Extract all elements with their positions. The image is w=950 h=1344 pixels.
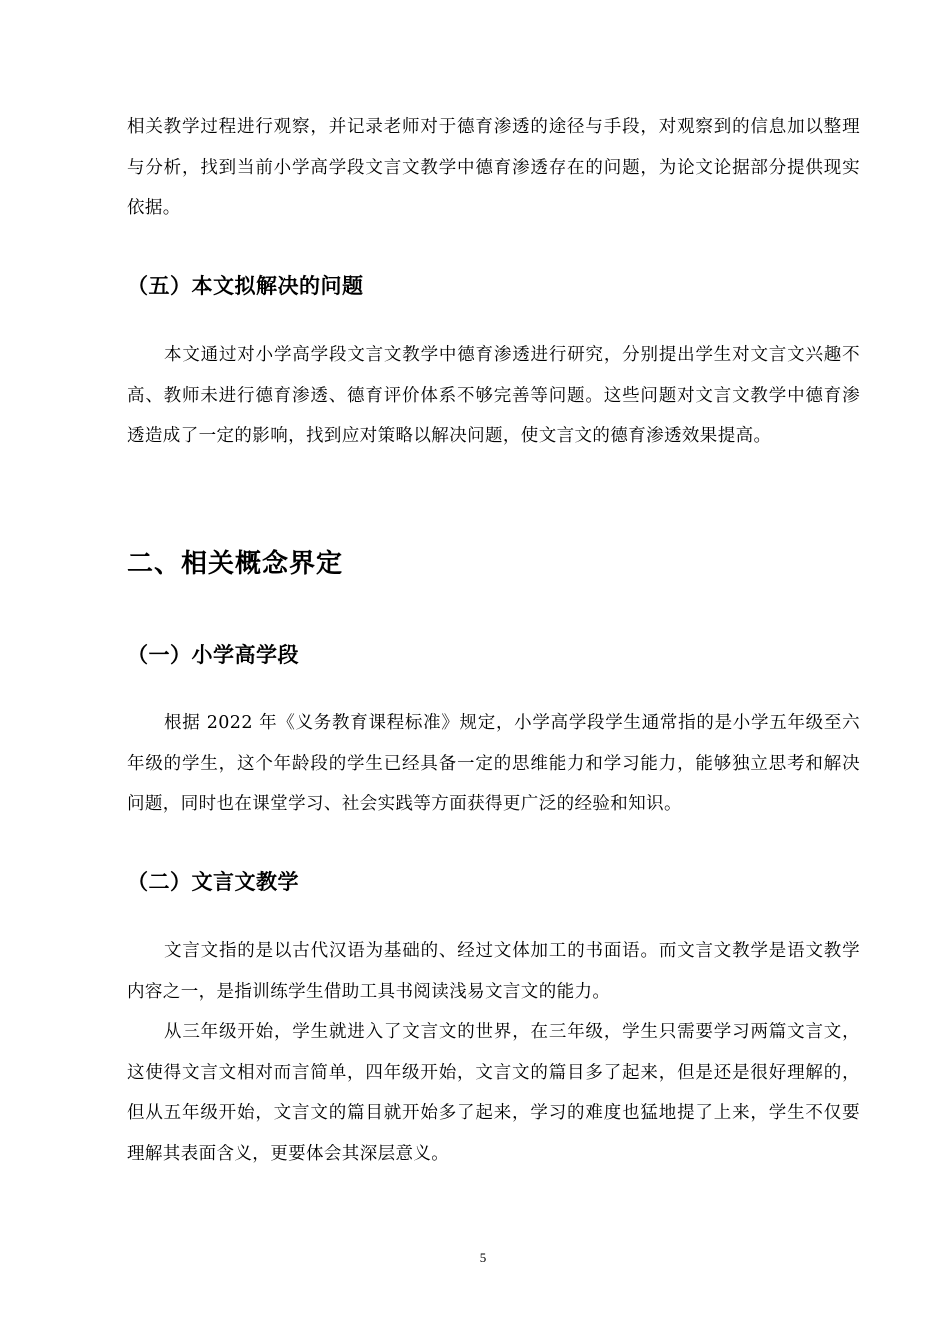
section-heading-5: （五）本文拟解决的问题	[127, 274, 364, 298]
chapter-heading-2: 二、相关概念界定	[127, 549, 344, 579]
section-heading-1: （一）小学高学段	[127, 643, 299, 667]
paragraph-grade-progression: 从三年级开始，学生就进入了文言文的世界，在三年级，学生只需要学习两篇文言文，这使得文言文相对而言简单，四年级开始，文言文的篇目多了起来，但是还是很好理解的，但从五年级开始，文言文的篇目就开始多了起来，学习的难度也猛地提了上来，学生不仅要理解其表面含义，更要体会其深层意义。	[127, 1022, 860, 1164]
paragraph-observation-method: 相关教学过程进行观察，并记录老师对于德育渗透的途径与手段，对观察到的信息加以整理与分析，找到当前小学高学段文言文教学中德育渗透存在的问题，为论文论据部分提供现实依据。	[127, 117, 860, 218]
section-heading-2: （二）文言文教学	[127, 870, 299, 894]
paragraph-classical-chinese-definition: 文言文指的是以古代汉语为基础的、经过文体加工的书面语。而文言文教学是语文教学内容之一，是指训练学生借助工具书阅读浅易文言文的能力。	[127, 941, 860, 1002]
paragraph-problems: 本文通过对小学高学段文言文教学中德育渗透进行研究，分别提出学生对文言文兴趣不高、教师未进行德育渗透、德育评价体系不够完善等问题。这些问题对文言文教学中德育渗透造成了一定的影响，找到应对策略以解决问题，使文言文的德育渗透效果提高。	[127, 345, 860, 446]
page-number: 5	[479, 1250, 487, 1265]
paragraph-upper-primary-definition: 根据 2022 年《义务教育课程标准》规定，小学高学段学生通常指的是小学五年级至六年级的学生，这个年龄段的学生已经具备一定的思维能力和学习能力，能够独立思考和解决问题，同时也在课堂学习、社会实践等方面获得更广泛的经验和知识。	[127, 713, 860, 814]
